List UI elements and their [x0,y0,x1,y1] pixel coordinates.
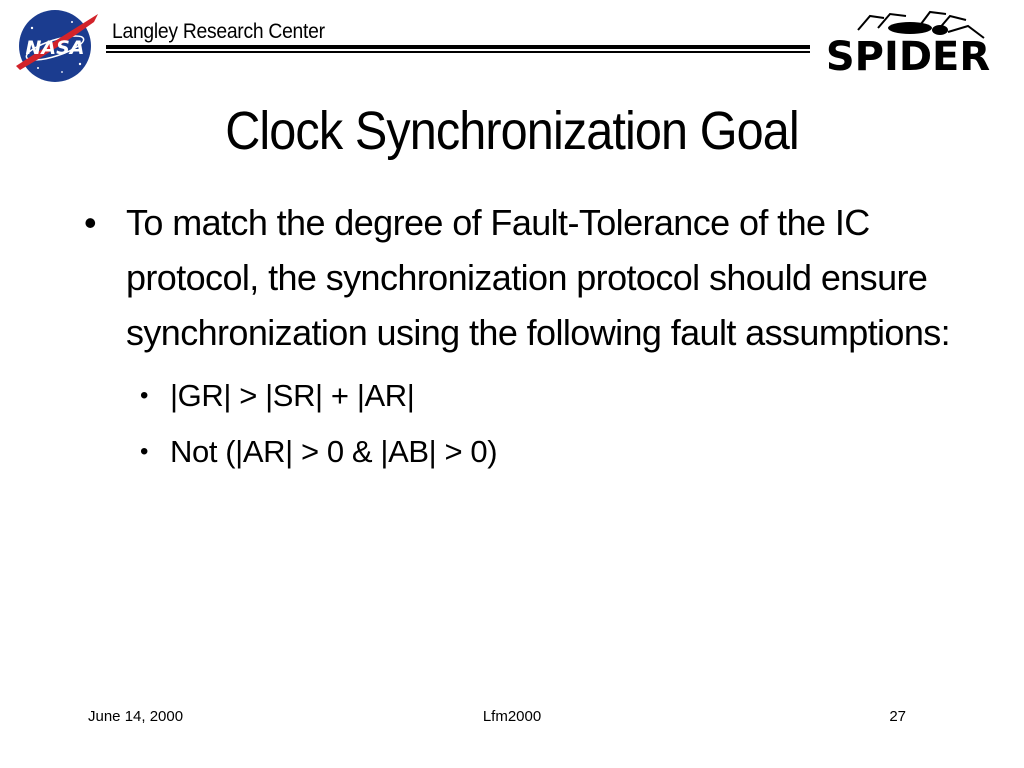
footer-date: June 14, 2000 [88,708,184,725]
svg-text:SPIDER: SPIDER [825,34,991,78]
organization-name: Langley Research Center [112,20,325,43]
bullet-dot-icon: • [140,382,149,409]
page-number: 27 [889,708,906,725]
sub-bullet-text: Not (|AR| > 0 & |AB| > 0) [170,434,498,469]
main-bullet [84,195,964,360]
slide-title: Clock Synchronization Goal [225,101,799,161]
bullet-dot-icon: • [84,202,97,243]
bullet-dot-icon: • [140,438,149,465]
sub-bullet [84,376,964,416]
sub-bullet [84,432,964,472]
main-bullet-text: To match the degree of Fault-Tolerance of the IC protocol, the synchronization protocol should ensure synchronization using the following fault assumptions: [126,202,951,353]
sub-bullet-text: |GR| > |SR| + |AR| [170,378,415,413]
spider-logo [818,8,998,78]
footer-center-text: Lfm2000 [482,708,542,725]
nasa-logo [10,8,100,84]
slide-content [84,195,964,472]
header-divider [106,45,810,54]
svg-text:NASA: NASA [25,37,85,59]
